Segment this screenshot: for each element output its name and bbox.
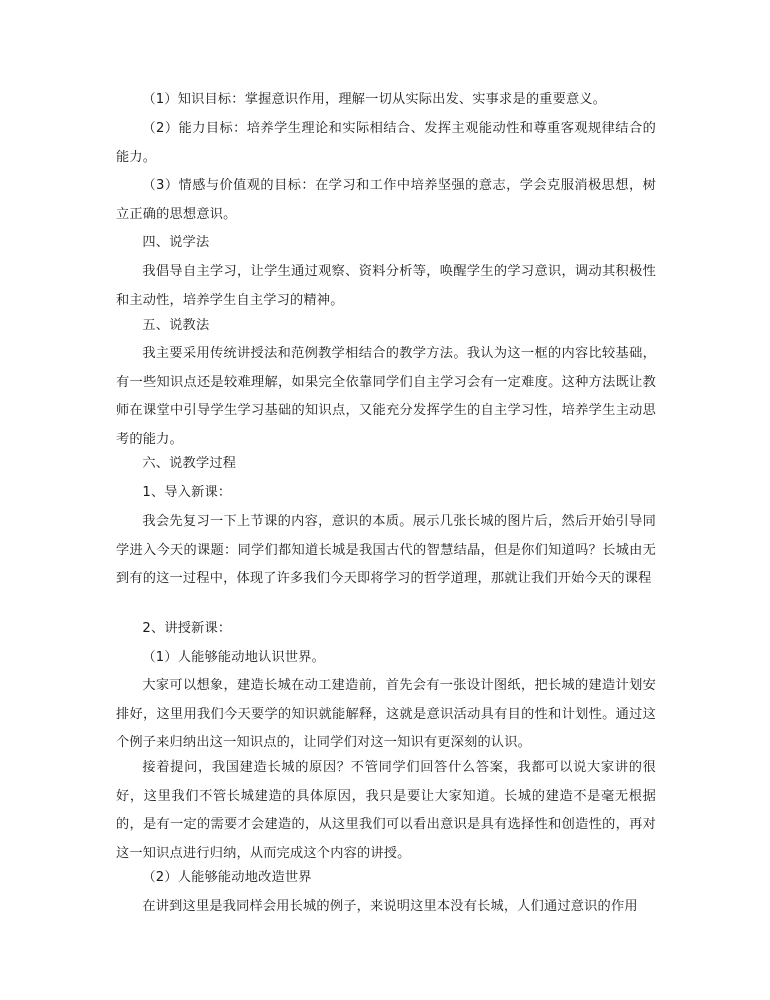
teaching-method-paragraph: 我主要采用传统讲授法和范例教学相结合的教学方法。我认为这一框的内容比较基础，有一些知识点还是较难理解，如果完全依靠同学们自主学习会有一定难度。这种方法既让教师在课堂中引导学生学习基础的知识点，又能充分发挥学生的自主学习性，培养学生主动思考的能力。 bbox=[116, 346, 656, 447]
reasons-paragraph: 接着提问，我国建造长城的原因？不管同学们回答什么答案，我都可以说大家讲的很好，这里我们不管长城建造的具体原因，我只是要让大家知道。长城的建造不是毫无根据的，是有一定的需要才会建造的，从这里我们可以看出意识是具有选择性和创造性的，再对这一知识点进行归纳，从而完成这个内容的讲授。 bbox=[116, 760, 656, 861]
emotion-goal-paragraph: （3）情感与价值观的目标：在学习和工作中培养坚强的意志，学会克服消极思想，树立正确的思想意识。 bbox=[116, 178, 656, 222]
know-world-paragraph: 大家可以想象，建造长城在动工建造前，首先会有一张设计图纸，把长城的建造计划安排好，这里用我们今天要学的知识就能解释，这就是意识活动具有目的性和计划性。通过这个例子来归纳出这一知识点的，让同学们对这一知识有更深刻的认识。 bbox=[116, 678, 656, 750]
subheading-know-world: （1）人能够能动地认识世界。 bbox=[142, 650, 326, 665]
section-heading-learning-method: 四、说学法 bbox=[142, 235, 210, 250]
learning-method-paragraph: 我倡导自主学习，让学生通过观察、资料分析等，唤醒学生的学习意识，调动其积极性和主动性，培养学生自主学习的精神。 bbox=[116, 264, 656, 308]
change-world-paragraph: 在讲到这里是我同样会用长城的例子，来说明这里本没有长城，人们通过意识的作用 bbox=[142, 899, 638, 914]
ability-goal-paragraph: （2）能力目标：培养学生理论和实际相结合、发挥主观能动性和尊重客观规律结合的能力。 bbox=[116, 121, 656, 165]
section-heading-teaching-process: 六、说教学过程 bbox=[142, 456, 237, 471]
subheading-change-world: （2）人能够能动地改造世界 bbox=[142, 870, 312, 885]
intro-paragraph: 我会先复习一下上节课的内容，意识的本质。展示几张长城的图片后，然后开始引导同学进入今天的课题：同学们都知道长城是我国古代的智慧结晶，但是你们知道吗？长城由无到有的这一过程中，体现了许多我们今天即将学习的哲学道理，那就让我们开始今天的课程 bbox=[116, 514, 656, 586]
subheading-intro: 1、导入新课： bbox=[142, 485, 232, 500]
knowledge-goal-paragraph: （1）知识目标：掌握意识作用，理解一切从实际出发、实事求是的重要意义。 bbox=[142, 92, 607, 107]
section-heading-teaching-method: 五、说教法 bbox=[142, 318, 210, 333]
subheading-new-lesson: 2、讲授新课： bbox=[142, 621, 232, 636]
